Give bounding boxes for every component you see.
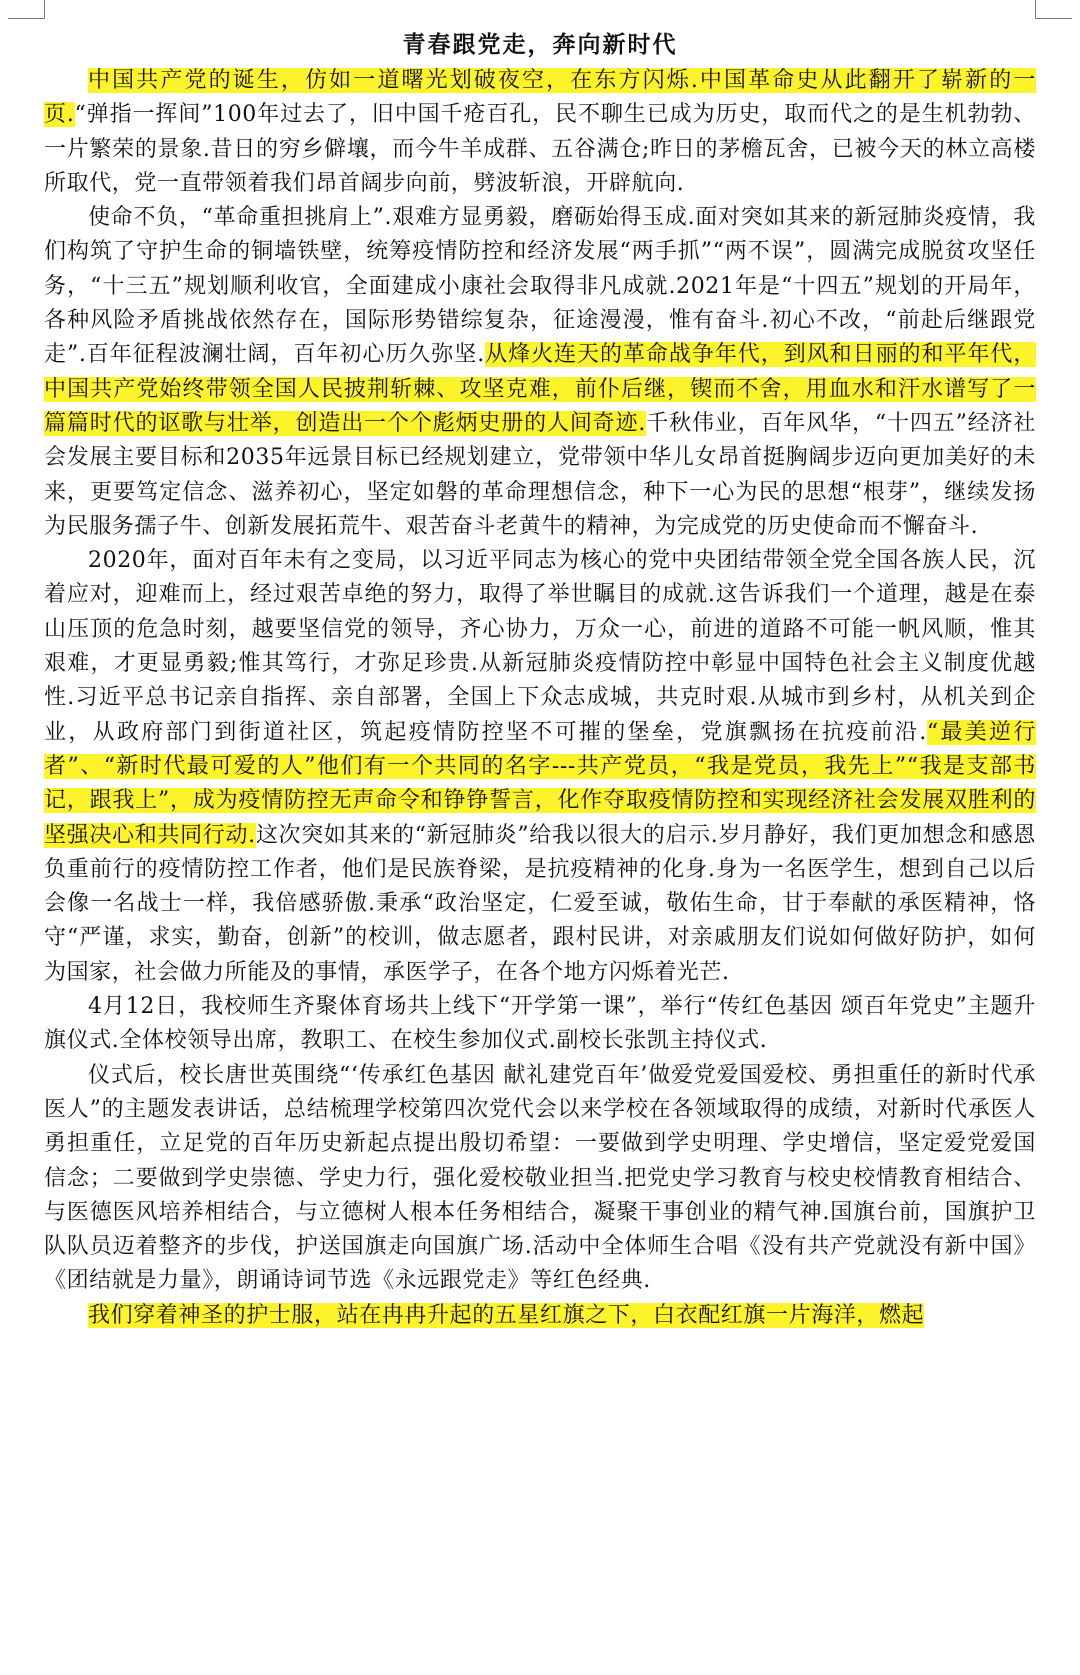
document-page (44, 28, 1036, 1333)
highlighted-text: 中国共产党的诞生，仿如一道曙光划破夜空，在东方闪烁.中国革命史从此翻开了崭新的一页. (44, 68, 1036, 128)
body-text: 仪式后，校长唐世英围绕“‘传承红色基因 献礼建党百年’做爱党爱国爱校、勇担重任的新时代承医人”的主题发表讲话，总结梳理学校第四次党代会以来学校在各领域取得的成绩，对新时代承医人勇担重任，立足党的百年历史新起点提出殷切希望：一要做到学史明理、学史增信，坚定爱党爱国信念；二要做到学史崇德、学史力行，强化爱校敬业担当.把党史学习教育与校史校情教育相结合、与医德医风培养相结合，与立德树人根本任务相结合，凝聚干事创业的精气神.国旗台前，国旗护卫队队员迈着整齐的步伐，护送国旗走向国旗广场.活动中全体师生合唱《没有共产党就没有新中国》《团结就是力量》，朗诵诗词节选《永远跟党走》等红色经典. (44, 1062, 1036, 1294)
body-text: “弹指一挥间”100年过去了，旧中国千疮百孔，民不聊生已成为历史，取而代之的是生机勃勃、一片繁荣的景象.昔日的穷乡僻壤，而今牛羊成群、五谷满仓;昨日的茅檐瓦舍，已被今天的林立高楼所取代，党一直带领着我们昂首阔步向前，劈波斩浪，开辟航向. (44, 102, 1036, 196)
body-text: 使命不负，“革命重担挑肩上”.艰难方显勇毅，磨砺始得玉成.面对突如其来的新冠肺炎疫情，我们构筑了守护生命的铜墙铁壁，统筹疫情防控和经济发展“两手抓”“两不误”，圆满完成脱贫攻坚任务，“十三五”规划顺利收官，全面建成小康社会取得非凡成就.2021年是“十四五”规划的开局年，各种风险矛盾挑战依然存在，国际形势错综复杂，征途漫漫，惟有奋斗.初心不改，“前赴后继跟党走”.百年征程波澜壮阔，百年初心历久弥坚. (44, 205, 1036, 368)
body-text: 千秋伟业，百年风华，“十四五”经济社会发展主要目标和2035年远景目标已经规划建立，党带领中华儿女昂首挺胸阔步迈向更加美好的未来，更要笃定信念、滋养初心，坚定如磐的革命理想信念，种下一心为民的思想“根芽”，继续发扬为民服务孺子牛、创新发展拓荒牛、艰苦奋斗老黄牛的精神，为完成党的历史使命而不懈奋斗. (44, 410, 1037, 539)
page-corner-mark-left (8, 0, 45, 19)
document-title: 青春跟党走，奔向新时代 (402, 31, 678, 58)
highlighted-text: 我们穿着神圣的护士服，站在冉冉升起的五星红旗之下，白衣配红旗一片海洋，燃起 (88, 1302, 925, 1328)
body-text: 4月12日，我校师生齐聚体育场共上线下“开学第一课”，举行“传红色基因 颂百年党史”主题升旗仪式.全体校领导出席，教职工、在校生参加仪式.副校长张凯主持仪式. (44, 994, 1036, 1054)
highlighted-text: “最美逆行者”、“新时代最可爱的人”他们有一个共同的名字---共产党员，“我是党员，我先上”“我是支部书记，跟我上”，成为疫情防控无声命令和铮铮誓言，化作夺取疫情防控和实现经济社会发展双胜利的坚强决心和共同行动. (44, 719, 1036, 848)
paragraph-3 (44, 544, 1036, 990)
body-text: 这次突如其来的“新冠肺炎”给我以很大的启示.岁月静好，我们更加想念和感恩负重前行的疫情防控工作者，他们是民族脊梁，是抗疫精神的化身.身为一名医学生，想到自己以后会像一名战士一样，我倍感骄傲.秉承“政治坚定，仁爱至诚，敬佑生命，甘于奉献的承医精神，恪守“严谨，求实，勤奋，创新”的校训，做志愿者，跟村民讲，对亲戚朋友们说如何做好防护，如何为国家，社会做力所能及的事情，承医学子，在各个地方闪烁着光芒. (44, 822, 1036, 985)
body-text: 2020年，面对百年未有之变局，以习近平同志为核心的党中央团结带领全党全国各族人民，沉着应对，迎难而上，经过艰苦卓绝的努力，取得了举世瞩目的成就.这告诉我们一个道理，越是在泰山压顶的危急时刻，越要坚信党的领导，齐心协力，万众一心，前进的道路不可能一帆风顺，惟其艰难，才更显勇毅;惟其笃行，才弥足珍贵.从新冠肺炎疫情防控中彰显中国特色社会主义制度优越性.习近平总书记亲自指挥、亲自部署，全国上下众志成城，共克时艰.从城市到乡村，从机关到企业，从政府部门到街道社区，筑起疫情防控坚不可摧的堡垒，党旗飘扬在抗疫前沿. (44, 548, 1036, 745)
page-corner-mark-right (1035, 0, 1072, 19)
paragraph-5 (44, 1059, 1036, 1299)
paragraph-4 (44, 990, 1036, 1059)
paragraph-2 (44, 201, 1036, 544)
paragraph-6 (44, 1299, 1036, 1333)
paragraph-1 (44, 64, 1036, 201)
highlighted-text: 从烽火连天的革命战争年代，到风和日丽的和平年代，中国共产党始终带领全国人民披荆斩棘、攻坚克难，前仆后继，锲而不舍，用血水和汗水谱写了一篇篇时代的讴歌与壮举，创造出一个个彪炳史册的人间奇迹. (44, 342, 1036, 436)
